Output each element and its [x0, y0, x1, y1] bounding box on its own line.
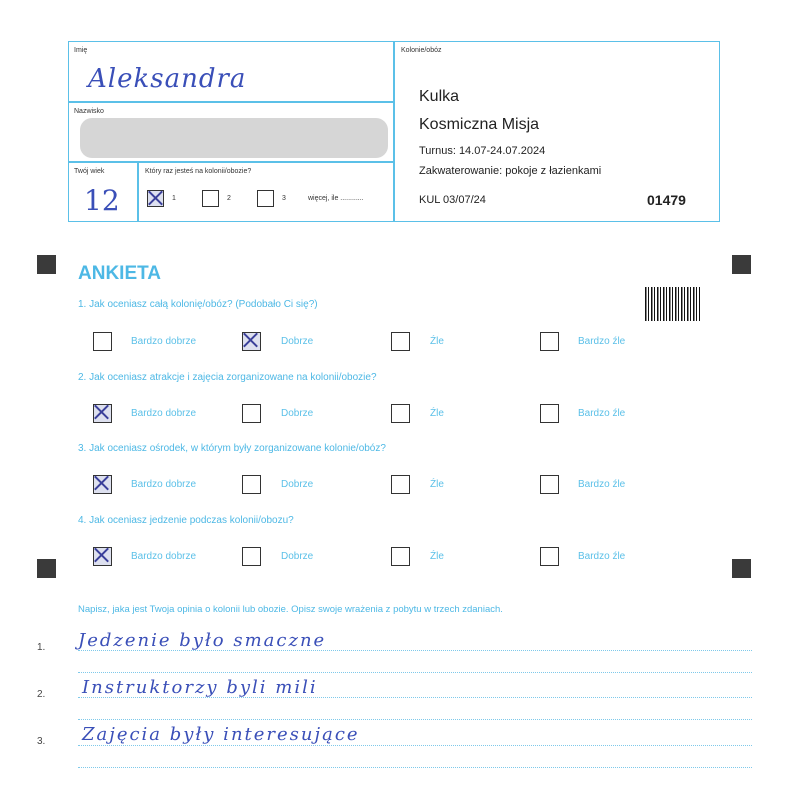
header-divider-2: [68, 161, 393, 163]
q4-option-bardzo-zle: Bardzo źle: [578, 551, 626, 562]
q3-checkbox-bardzo-dobrze[interactable]: [93, 475, 112, 494]
times-option-3: 3: [282, 195, 286, 202]
header-divider-age: [137, 161, 139, 222]
age-value: 12: [84, 184, 120, 217]
corner-marker-bottom-left: [37, 559, 56, 578]
q2-option-bardzo-dobrze: Bardzo dobrze: [131, 408, 197, 419]
question-3: 3. Jak oceniasz ośrodek, w którym były zorganizowane kolonie/obóz?: [78, 443, 386, 454]
camp-accommodation: Zakwaterowanie: pokoje z łazienkami: [419, 165, 602, 177]
opinion-dotline-2b: [78, 719, 752, 720]
opinion-line-1[interactable]: Jedzenie było smaczne: [78, 630, 327, 651]
question-2: 2. Jak oceniasz atrakcje i zajęcia zorganizowane na kolonii/obozie?: [78, 372, 377, 383]
opinion-line-number-1: 1.: [37, 642, 46, 653]
times-checkbox-2[interactable]: [202, 190, 219, 207]
camp-turnus: Turnus: 14.07-24.07.2024: [419, 145, 546, 157]
q2-checkbox-dobrze[interactable]: [242, 404, 261, 423]
opinion-dotline-3b: [78, 767, 752, 768]
q4-option-zle: Źle: [430, 551, 444, 562]
form-number: 01479: [647, 192, 686, 208]
q2-checkbox-bardzo-dobrze[interactable]: [93, 404, 112, 423]
q1-checkbox-bardzo-dobrze[interactable]: [93, 332, 112, 351]
name-value: Aleksandra: [88, 64, 247, 94]
q1-option-bardzo-dobrze: Bardzo dobrze: [131, 336, 197, 347]
survey-title: ANKIETA: [78, 263, 162, 284]
q2-option-dobrze: Dobrze: [281, 408, 314, 419]
q3-checkbox-bardzo-zle[interactable]: [540, 475, 559, 494]
opinion-prompt: Napisz, jaka jest Twoja opinia o kolonii lub obozie. Opisz swoje wrażenia z pobytu w trzech zdaniach.: [78, 604, 503, 615]
opinion-dotline-3a: [78, 745, 752, 746]
surname-redacted: [80, 118, 388, 158]
times-checkbox-3[interactable]: [257, 190, 274, 207]
q4-option-bardzo-dobrze: Bardzo dobrze: [131, 551, 197, 562]
opinion-dotline-2a: [78, 697, 752, 698]
opinion-line-number-2: 2.: [37, 689, 46, 700]
q2-checkbox-bardzo-zle[interactable]: [540, 404, 559, 423]
q2-option-zle: Źle: [430, 408, 444, 419]
q3-option-zle: Źle: [430, 479, 444, 490]
q4-checkbox-zle[interactable]: [391, 547, 410, 566]
q3-checkbox-zle[interactable]: [391, 475, 410, 494]
opinion-line-2[interactable]: Instruktorzy byli mili: [82, 677, 318, 698]
camp-program: Kosmiczna Misja: [419, 116, 540, 133]
times-checkbox-1[interactable]: [147, 190, 164, 207]
opinion-line-number-3: 3.: [37, 736, 46, 747]
header-divider-1: [68, 101, 393, 103]
times-option-more: więcej, ile ............: [308, 195, 364, 202]
q1-option-bardzo-zle: Bardzo źle: [578, 336, 626, 347]
opinion-dotline-1a: [78, 650, 752, 651]
q4-checkbox-bardzo-dobrze[interactable]: [93, 547, 112, 566]
q3-option-dobrze: Dobrze: [281, 479, 314, 490]
header-divider-vertical: [393, 41, 395, 222]
times-option-2: 2: [227, 195, 231, 202]
q4-checkbox-bardzo-zle[interactable]: [540, 547, 559, 566]
camp-name: Kulka: [419, 88, 460, 105]
opinion-dotline-1b: [78, 672, 752, 673]
corner-marker-top-left: [37, 255, 56, 274]
q3-checkbox-dobrze[interactable]: [242, 475, 261, 494]
q1-checkbox-dobrze[interactable]: [242, 332, 261, 351]
q3-option-bardzo-zle: Bardzo źle: [578, 479, 626, 490]
camp-code: KUL 03/07/24: [419, 194, 486, 206]
corner-marker-top-right: [732, 255, 751, 274]
q4-option-dobrze: Dobrze: [281, 551, 314, 562]
times-option-1: 1: [172, 195, 176, 202]
barcode: [645, 287, 700, 321]
age-label: Twój wiek: [74, 168, 105, 175]
question-1: 1. Jak oceniasz całą kolonię/obóz? (Podobało Ci się?): [78, 299, 318, 310]
q3-option-bardzo-dobrze: Bardzo dobrze: [131, 479, 197, 490]
times-label: Który raz jesteś na kolonii/obozie?: [145, 168, 252, 175]
surname-label: Nazwisko: [74, 108, 104, 115]
q1-option-dobrze: Dobrze: [281, 336, 314, 347]
opinion-line-3[interactable]: Zajęcia były interesujące: [82, 724, 360, 745]
camp-label: Kolonie/obóz: [401, 47, 442, 54]
q2-checkbox-zle[interactable]: [391, 404, 410, 423]
q2-option-bardzo-zle: Bardzo źle: [578, 408, 626, 419]
q1-option-zle: Źle: [430, 336, 444, 347]
question-4: 4. Jak oceniasz jedzenie podczas kolonii/obozu?: [78, 515, 294, 526]
name-label: Imię: [74, 47, 88, 54]
q4-checkbox-dobrze[interactable]: [242, 547, 261, 566]
q1-checkbox-bardzo-zle[interactable]: [540, 332, 559, 351]
q1-checkbox-zle[interactable]: [391, 332, 410, 351]
corner-marker-bottom-right: [732, 559, 751, 578]
